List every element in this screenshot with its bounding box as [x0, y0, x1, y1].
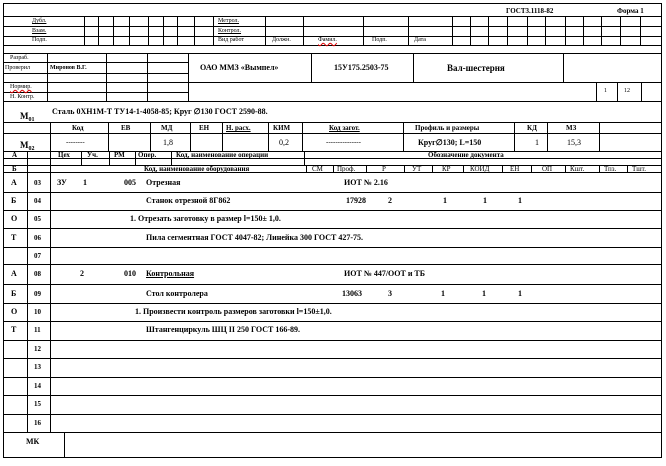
- role-n-kontr: Н. Контр.: [10, 94, 35, 100]
- role-normir: Нормир.: [10, 84, 32, 90]
- row-04-op: 1: [518, 196, 522, 205]
- row-03-oper: 005: [124, 178, 136, 187]
- mat-col-kim: КИМ: [273, 124, 291, 132]
- row-03-doc: ИОТ № 2.16: [344, 178, 388, 187]
- row-12-num: 12: [34, 345, 41, 353]
- row-03-mark: А: [11, 178, 17, 187]
- row-06-mark: Т: [11, 233, 17, 242]
- sheet-number: 1: [604, 88, 607, 94]
- row-03-num: 03: [34, 179, 41, 187]
- mat-col-kd: КД: [527, 124, 537, 132]
- row-08-doc: ИОТ № 447/ООТ и ТБ: [344, 269, 426, 278]
- document-code: 15У175.2503-75: [334, 63, 389, 72]
- row-09-num: 09: [34, 290, 41, 298]
- role-proveril: Проверил: [5, 65, 30, 71]
- form-label: Форма 1: [617, 7, 644, 15]
- row-13-num: 13: [34, 363, 41, 371]
- row-08-uch: 2: [80, 269, 84, 278]
- hdr-oper: Опер.: [138, 151, 157, 159]
- hdr-op: ОП: [542, 165, 553, 173]
- col-data: Дата: [414, 37, 426, 43]
- row-08-num: 08: [34, 270, 41, 278]
- sheet-count: 12: [624, 88, 630, 94]
- row-11-mark: Т: [11, 325, 17, 334]
- mat-col-md: МД: [161, 124, 173, 132]
- row-04-r: 2: [388, 196, 392, 205]
- mat-val-md: 1,8: [163, 138, 173, 147]
- row-04-kr: 1: [443, 196, 447, 205]
- hdr-prof: Проф.: [337, 165, 356, 173]
- mat-col-kod-zagot: Код загот.: [329, 124, 360, 132]
- hdr-koid: КОИД: [470, 165, 490, 173]
- hdr-uch: Уч.: [87, 151, 98, 159]
- row-08-mark: А: [11, 269, 17, 278]
- material-spec: Сталь 0ХН1М-Т ТУ14-1-4058-85; Круг ∅130 ГОСТ 2590-88.: [52, 107, 268, 116]
- metrol-label: Метрол.: [218, 18, 240, 24]
- row-03-uch: 1: [83, 178, 87, 187]
- row-05-num: 05: [34, 215, 41, 223]
- row-06-tooling: Пила сегментная ГОСТ 4047-82; Линейка 300 ГОСТ 427-75.: [146, 233, 363, 242]
- row-09-mark: Б: [11, 289, 17, 298]
- m02-marker: $М_{02}$: [20, 140, 35, 152]
- hdr-ut: УТ: [412, 165, 422, 173]
- m01-marker: $М_{01}$: [20, 111, 35, 123]
- row-06-num: 06: [34, 234, 41, 242]
- footer-mk: МК: [26, 437, 40, 446]
- hdr-equip-name: Код, наименование оборудования: [144, 165, 250, 173]
- hdr-en: ЕН: [510, 165, 520, 173]
- mat-col-ev: ЕВ: [121, 124, 131, 132]
- mat-val-kod-zagot: ---------------: [326, 138, 361, 146]
- row-04-num: 04: [34, 197, 41, 205]
- hdr-rm: РМ: [114, 151, 125, 159]
- vzam-label: Взам.: [32, 28, 47, 34]
- col-dolzhn: Должн.: [272, 37, 291, 43]
- hdr-ksht: Кшт.: [570, 165, 585, 173]
- row-04-en: 1: [483, 196, 487, 205]
- mat-val-mz: 15,3: [567, 138, 581, 147]
- row-08-oper: 010: [124, 269, 136, 278]
- row-03-oper-name: Отрезная: [146, 178, 181, 187]
- row-07-num: 07: [34, 252, 41, 260]
- row-09-op: 1: [518, 289, 522, 298]
- mat-val-kod: --------: [66, 138, 85, 146]
- mat-val-kd: 1: [535, 138, 539, 147]
- hdr-mark-b: Б: [12, 165, 17, 173]
- row-05-operation-step: 1. Отрезать заготовку в размер l=150± 1,0.: [130, 214, 281, 223]
- row-09-r: 3: [388, 289, 392, 298]
- row-15-num: 15: [34, 400, 41, 408]
- row-04-prof: 17928: [346, 196, 366, 205]
- mat-col-en: ЕН: [199, 124, 210, 132]
- row-05-mark: О: [11, 214, 18, 223]
- row-16-num: 16: [34, 419, 41, 427]
- mat-col-mz: МЗ: [566, 124, 577, 132]
- row-04-equipment: Станок отрезной 8Г862: [146, 196, 231, 205]
- row-09-kr: 1: [441, 289, 445, 298]
- mat-col-kod: Код: [72, 124, 84, 132]
- row-10-mark: О: [11, 307, 18, 316]
- role-razrab: Разраб.: [10, 55, 29, 61]
- row-11-num: 11: [34, 326, 41, 334]
- hdr-cex: Цех: [58, 151, 70, 159]
- podp-label: Подп.: [32, 37, 47, 43]
- row-10-num: 10: [34, 308, 41, 316]
- row-14-num: 14: [34, 382, 41, 390]
- standard-label: ГОСТ3.1118-82: [506, 7, 554, 15]
- hdr-mark-a: А: [12, 151, 18, 159]
- hdr-sm: СМ: [312, 165, 323, 173]
- row-09-equipment: Стол контролера: [146, 289, 208, 298]
- organization: ОАО ММЗ «Вымпел»: [200, 63, 279, 72]
- row-09-prof: 13063: [342, 289, 362, 298]
- mat-col-profile: Профиль и размеры: [415, 124, 480, 132]
- mat-col-n-rasx: Н. расх.: [226, 124, 251, 132]
- row-10-operation-step: 1. Произвести контроль размеров заготовки l=150±1,0.: [135, 307, 332, 316]
- hdr-tpz: Тпз.: [604, 165, 617, 173]
- row-03-cex: ЗУ: [57, 178, 67, 187]
- hdr-tsht: Тшт.: [632, 165, 646, 173]
- dubl-label: Дубл.: [32, 18, 47, 24]
- row-09-en: 1: [482, 289, 486, 298]
- vid-rabot-label: Вид работ: [218, 37, 245, 43]
- row-11-tooling: Штангенциркуль ШЦ II 250 ГОСТ 166-89.: [146, 325, 301, 334]
- kontrol-label: Контрол.: [218, 28, 242, 34]
- checker-name: Миронов В.Г.: [50, 65, 87, 71]
- mat-val-kim: 0,2: [279, 138, 289, 147]
- col-familiya: Фамил.: [318, 37, 337, 43]
- part-name: Вал-шестерня: [447, 63, 505, 73]
- row-08-oper-name: Контрольная: [146, 269, 195, 278]
- row-04-mark: Б: [11, 196, 17, 205]
- col-podp: Подп.: [372, 37, 387, 43]
- hdr-doc: Обозначение документа: [428, 151, 504, 159]
- mat-val-profile: Круг∅130; L=150: [418, 138, 482, 147]
- hdr-oper-name: Код, наименование операции: [176, 151, 269, 159]
- hdr-kr: КР: [442, 165, 451, 173]
- hdr-r: Р: [382, 165, 386, 173]
